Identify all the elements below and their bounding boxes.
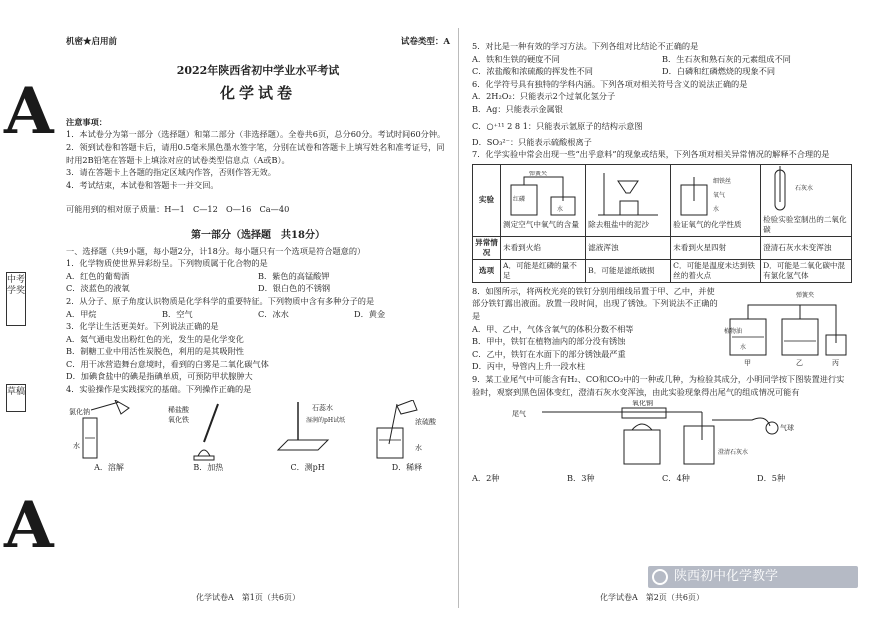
row-header: 异常情况: [473, 236, 501, 259]
fig-label: 石蕊水: [311, 403, 333, 412]
option: A．2H₂O₂：只能表示2个过氧化氢分子: [472, 91, 616, 102]
figure-caption: D．稀释: [391, 462, 423, 472]
experiment-name: 验证氧气的化学性质: [673, 219, 742, 229]
fig-label: 水: [740, 343, 747, 351]
side-mark-a-top: A: [4, 74, 54, 149]
question-4: 4．实验操作是实践探究的基础。下列操作正确的是: [66, 384, 252, 395]
section-intro: 一、选择题（共9小题，每小题2分，计18分。每小题只有一个选项是符合题意的）: [66, 245, 366, 256]
option: A．甲烷: [66, 308, 97, 319]
option: B．制糖工业中用活性炭脱色，利用的是其吸附性: [66, 346, 244, 357]
part-one-title: 第一部分（选择题 共18分）: [191, 229, 325, 241]
option: B．生石灰和熟石灰的元素组成不同: [662, 53, 791, 64]
notice-item: 4．考试结束，本试卷和答题卡一并交回。: [66, 179, 219, 190]
fig-label: 水: [713, 205, 720, 213]
side-label-box: 中考学奖: [6, 272, 26, 326]
q4-figures: [66, 400, 450, 478]
option: C．淡蓝色的液氧: [66, 283, 130, 294]
option: C．用干冰营造舞台意境时，看到的白雾是二氧化碳气体: [66, 358, 269, 369]
fig-label: 浓硫酸: [414, 417, 436, 426]
fig-label: 尾气: [512, 410, 526, 419]
fig-label: 氧化铁: [168, 415, 190, 424]
experiment-name: 测定空气中氧气的含量: [503, 219, 579, 229]
fig-label: 氯化钠: [69, 407, 90, 416]
row-header: 选项: [473, 259, 501, 282]
option: A．铁和生铁的硬度不同: [472, 53, 560, 64]
fig-label: 氧化铜: [632, 400, 653, 408]
notice-title: 注意事项：: [66, 116, 107, 127]
fig-label: 甲: [744, 358, 751, 367]
figure-caption: A．溶解: [94, 462, 124, 472]
fig-label: 石灰水: [795, 184, 814, 192]
option: B．紫色的高锰酸钾: [258, 270, 330, 281]
ph-test-diagram-icon: [268, 400, 348, 462]
option: A．氦气通电发出粉红色的光，发生的是化学变化: [66, 333, 244, 344]
fig-label: 气球: [780, 424, 794, 433]
experiment-name: 除去粗盐中的泥沙: [588, 219, 649, 229]
option: C．浓盐酸和浓硫酸的挥发性不同: [472, 66, 593, 77]
option: D．丙中，导管内上升一段水柱: [472, 361, 586, 372]
question-2: 2．从分子、原子角度认识物质是化学科学的重要特征。下列物质中含有多种分子的是: [66, 295, 375, 306]
right-page-footer: 化学试卷A 第2页（共6页）: [600, 593, 704, 602]
table-cell: D．可能是二氧化碳中混有氯化氢气体: [761, 259, 852, 282]
option: B．3种: [567, 473, 595, 484]
page-divider: [458, 28, 459, 608]
option: C．乙中，铁钉在水面下的部分锈蚀最严重: [472, 348, 626, 359]
fig-label: 湿润的pH试纸: [305, 416, 345, 424]
option: A．红色的葡萄酒: [66, 270, 130, 281]
left-page-footer: 化学试卷A 第1页（共6页）: [196, 593, 300, 602]
fig-label: 弹簧夹: [796, 291, 815, 299]
fig-label: 植物油: [724, 327, 743, 335]
notice-item: 2．领到试卷和答题卡后，请用0.5毫米黑色墨水签字笔，分别在试卷和答题卡上填写姓名和准考证号，同时用2B铅笔在答题卡上填涂对应的试卷类型信息点（A或B）。: [66, 141, 445, 165]
table-cell: 滤液浑浊: [586, 236, 671, 259]
option: B．甲中，铁钉在植物油内的部分没有锈蚀: [472, 336, 626, 347]
figure-heat: [165, 400, 251, 478]
question-5: 5．对比是一种有效的学习方法。下列各组对比结论不正确的是: [472, 41, 699, 51]
fig-label: 丙: [832, 358, 839, 367]
exam-title: 2022年陕西省初中学业水平考试: [176, 63, 340, 77]
question-3: 3．化学让生活更美好。下列说法正确的是: [66, 321, 219, 332]
fig-label: 氧气: [713, 191, 726, 199]
experiment-name: 检验实验室制出的二氧化碳: [763, 214, 847, 234]
option: B．空气: [162, 308, 193, 319]
fig-label: 水: [557, 205, 564, 213]
option: D．银白色的不锈钢: [258, 283, 331, 294]
q1-options: [66, 282, 450, 295]
table-cell: A．可能是红磷的量不足: [501, 259, 586, 282]
table-cell: 未看到火焰: [501, 236, 586, 259]
table-cell: B．可能是滤纸破损: [586, 259, 671, 282]
option: D．5种: [757, 473, 786, 484]
notice-item: 1．本试卷分为第一部分（选择题）和第二部分（非选择题）。全卷共6页，总分60分。考试时间60分钟。: [66, 129, 446, 140]
table-cell: 澄清石灰水未变浑浊: [761, 236, 852, 259]
option: C．4种: [662, 473, 690, 484]
confidential-label: 机密★启用前: [66, 37, 118, 47]
option: A．2种: [472, 473, 500, 484]
left-column: [66, 36, 450, 478]
option: D．黄金: [354, 308, 386, 319]
fig-label: 乙: [796, 358, 803, 367]
table-cell: 未看到火星四射: [671, 236, 761, 259]
option: D．加碘食盐中的碘是指碘单质，可预防甲状腺肿大: [66, 371, 253, 382]
heating-diagram-icon: [168, 400, 248, 462]
figure-ph: [265, 400, 351, 478]
side-label-draft: 草稿: [6, 384, 26, 412]
question-8: 8．如图所示，将两枚光亮的铁钉分别用细线吊置于甲、乙中，并使部分铁钉露出液面。放置一段时间，出现了锈蚀。下列说法不正确的是: [472, 285, 718, 321]
figure-dissolve: [66, 400, 152, 478]
question-7: 7．化学实验中常会出现一些“出乎意料”的现象或结果，下列各项对相关异常情况的解释不合理的是: [472, 149, 830, 160]
fig-label: 弹簧夹: [529, 170, 548, 177]
figure-dilute: [364, 400, 450, 478]
fig-label: 水: [414, 443, 422, 452]
question-9: 9．某工业尾气中可能含有H₂、CO和CO₂中的一种或几种，为检验其成分，小明同学按下图装置进行实验时，观察到黑色固体变红，澄清石灰水变浑浊，由此实验现象得出尾气的组成情况可能有: [472, 373, 845, 397]
option: D．SO₃²⁻：只能表示硫酸根离子: [472, 136, 592, 147]
side-mark-a-bottom: A: [4, 488, 54, 563]
fig-label: 稀盐酸: [168, 405, 190, 414]
figure-caption: B．加热: [193, 462, 224, 472]
notice-item: 3．请在答题卡上各题的指定区域内作答，否则作答无效。: [66, 167, 276, 178]
paper-header: [66, 36, 450, 49]
table-cell: C．可能是温度未达到铁丝的着火点: [671, 259, 761, 282]
dissolve-diagram-icon: [69, 400, 149, 462]
fig-label: 红磷: [513, 195, 526, 203]
watermark-text: 陕西初中化学教学: [674, 569, 779, 584]
question-1: 1．化学物质使世界异彩纷呈。下列物质属于化合物的是: [66, 258, 268, 269]
atomic-mass-note: 可能用到的相对原子质量：H—1 C—12 O—16 Ca—40: [66, 204, 290, 215]
option: C．○⁺¹¹ 2 8 1：只能表示氩原子的结构示意图: [472, 120, 643, 131]
option: B．Ag：只能表示金属银: [472, 103, 563, 114]
q2-options: [66, 308, 450, 321]
question-6: 6．化学符号具有独特的学科内涵。下列各项对相关符号含义的说法正确的是: [472, 78, 748, 89]
fig-label: 水: [73, 441, 80, 450]
fig-label: 澄清石灰水: [718, 449, 749, 457]
figure-caption: C．测pH: [290, 462, 325, 472]
paper-type-label: 试卷类型：A: [400, 37, 450, 47]
option: D．白磷和红磷燃烧的现象不同: [662, 66, 776, 77]
q1-options: [66, 270, 450, 283]
option: A．甲、乙中，气体含氧气的体积分数不相等: [472, 323, 634, 334]
row-header: 实验: [473, 164, 501, 236]
subject-title: 化学试卷: [219, 84, 296, 103]
dilution-diagram-icon: [367, 400, 447, 462]
option: C．冰水: [258, 308, 289, 319]
fig-label: 细铁丝: [713, 177, 732, 185]
